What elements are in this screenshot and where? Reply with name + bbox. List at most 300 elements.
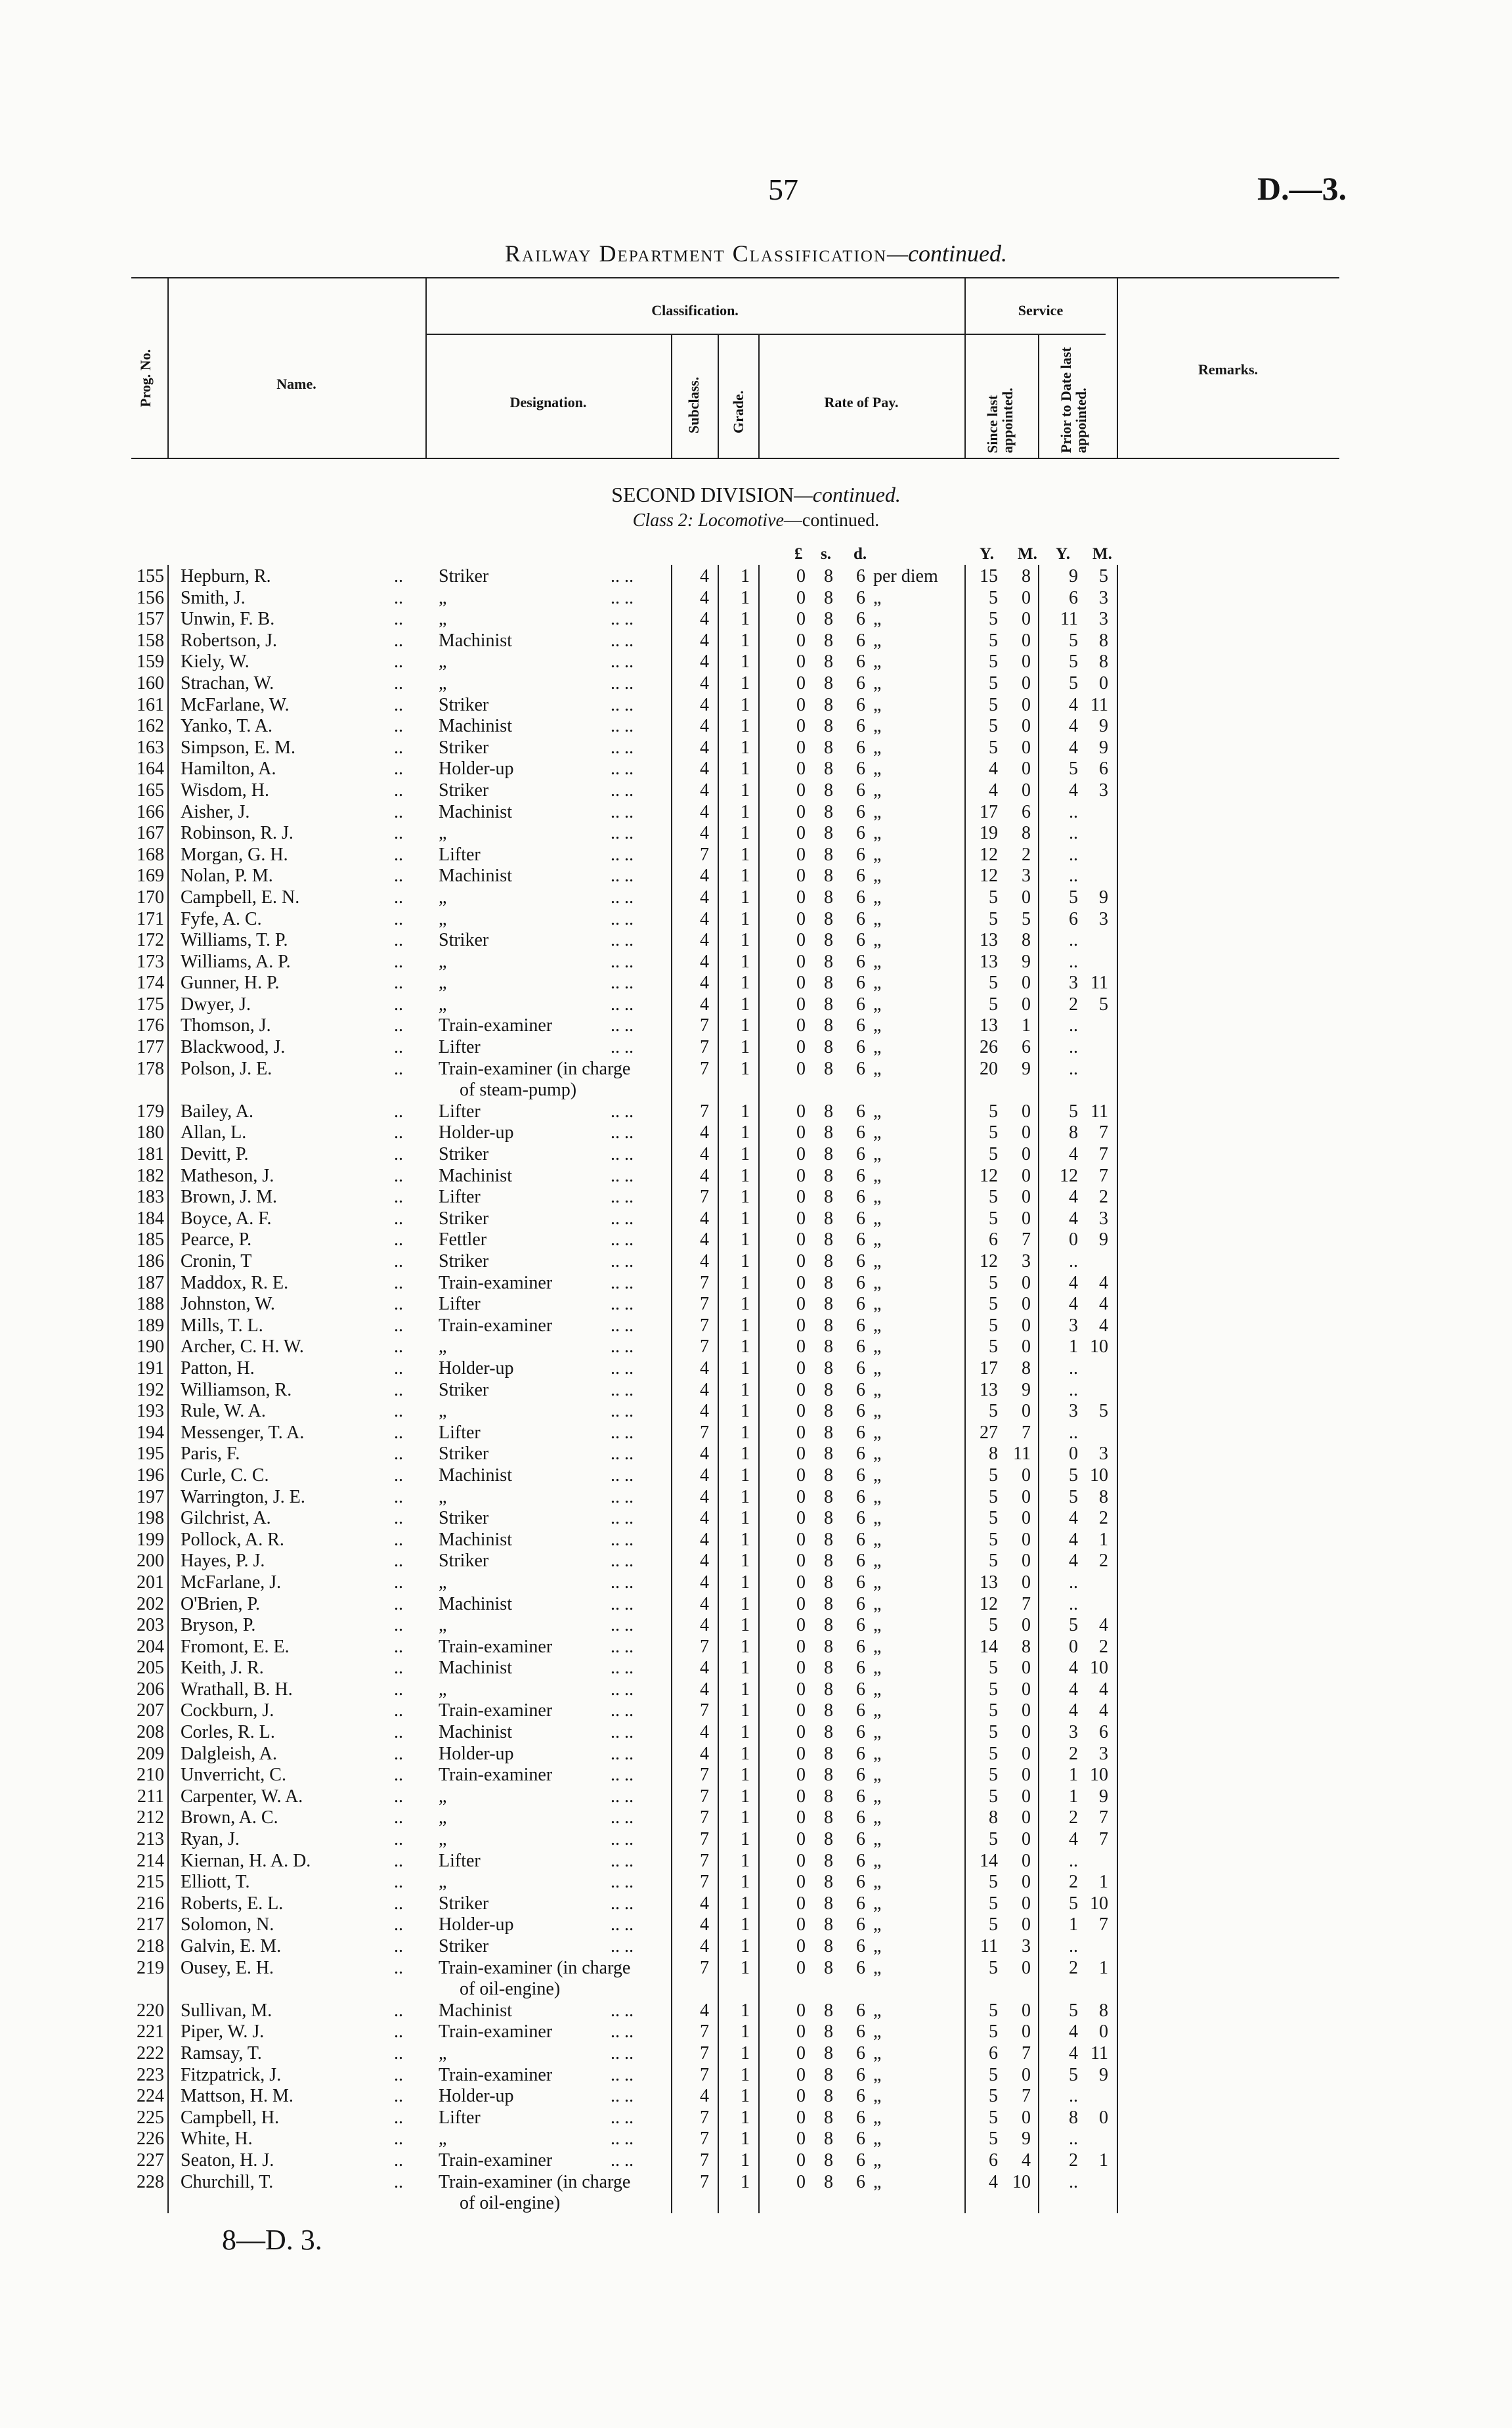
table-row (0, 1015, 1512, 1037)
service-prior-months: 11 (1091, 694, 1108, 715)
rate-shillings: 8 (824, 1615, 833, 1636)
grade: 1 (741, 609, 750, 630)
leader-dots: .. .. (611, 1786, 634, 1807)
leader-dots: .. (394, 1700, 403, 1721)
leader-dots: .. (394, 1379, 403, 1400)
employee-name: Brown, A. C. (181, 1807, 278, 1828)
leader-dots: .. .. (611, 1315, 634, 1336)
table-row (0, 1658, 1512, 1679)
table-row (0, 1229, 1512, 1251)
col-divider (167, 277, 169, 459)
grade: 1 (741, 1444, 750, 1465)
table-row (0, 1572, 1512, 1594)
prog-no: 194 (137, 1422, 164, 1443)
grade: 1 (741, 1058, 750, 1079)
employee-name: Hayes, P. J. (181, 1551, 265, 1572)
rate-pounds: 0 (796, 2171, 806, 2192)
service-since-months: 3 (1022, 1936, 1031, 1956)
prog-no: 179 (137, 1101, 164, 1122)
grade: 1 (741, 1786, 750, 1807)
rate-shillings: 8 (824, 1593, 833, 1614)
service-prior-months: 7 (1099, 1144, 1108, 1165)
service-since-months: 0 (1022, 994, 1031, 1015)
rate-shillings: 8 (824, 651, 833, 673)
service-prior-months: 1 (1099, 1529, 1108, 1550)
employee-name: Solomon, N. (181, 1914, 274, 1935)
subclass: 7 (700, 1786, 709, 1807)
table-row (0, 780, 1512, 802)
subclass: 7 (700, 2064, 709, 2085)
service-prior-months: 11 (1091, 1101, 1108, 1122)
rate-pence: 6 (856, 587, 865, 608)
subclass: 4 (700, 2000, 709, 2021)
grade: 1 (741, 1101, 750, 1122)
leader-dots: .. (394, 673, 403, 694)
employee-name: Yanko, T. A. (181, 716, 273, 737)
rate-shillings: 8 (824, 1893, 833, 1914)
service-prior-months: 11 (1091, 973, 1108, 994)
rate-pounds: 0 (796, 1486, 806, 1507)
rate-pounds: 0 (796, 1636, 806, 1657)
service-since-months: 9 (1022, 1058, 1031, 1079)
employee-name: Williams, A. P. (181, 951, 291, 972)
service-prior-years: 4 (1069, 1551, 1078, 1572)
rate-pence: 6 (856, 1422, 865, 1443)
service-since-years: 6 (989, 2042, 998, 2064)
rate-pence: 6 (856, 1315, 865, 1336)
service-since-months: 0 (1022, 1572, 1031, 1593)
service-since-months: 0 (1022, 630, 1031, 651)
service-since-years: 5 (989, 1529, 998, 1550)
designation: „ (439, 1807, 447, 1828)
designation: Striker (439, 737, 489, 758)
employee-name: Fromont, E. E. (181, 1636, 290, 1657)
service-since-months: 0 (1022, 1187, 1031, 1208)
rate-pence: 6 (856, 2107, 865, 2128)
rate-shillings: 8 (824, 1508, 833, 1529)
prog-no: 224 (137, 2086, 164, 2107)
leader-dots: .. (394, 1187, 403, 1208)
rate-pounds: 0 (796, 1251, 806, 1271)
service-prior-years: 11 (1060, 609, 1078, 630)
rate-pence: 6 (856, 1208, 865, 1229)
table-row (0, 759, 1512, 780)
leader-dots: .. .. (611, 930, 634, 951)
leader-dots: .. (394, 930, 403, 951)
service-since-years: 5 (989, 1914, 998, 1935)
rate-pence: 6 (856, 694, 865, 715)
table-row (0, 1508, 1512, 1530)
designation: Machinist (439, 1465, 512, 1486)
prog-no: 162 (137, 716, 164, 737)
service-since-months: 0 (1022, 973, 1031, 994)
service-since-months: 0 (1022, 1765, 1031, 1786)
designation: Machinist (439, 716, 512, 737)
rate-period: „ (873, 1165, 882, 1186)
rate-period: „ (873, 908, 882, 929)
subclass: 4 (700, 1357, 709, 1379)
rate-period: „ (873, 1251, 882, 1271)
leader-dots: .. .. (611, 1486, 634, 1507)
subclass: 7 (700, 1272, 709, 1293)
rate-pounds: 0 (796, 1101, 806, 1122)
rate-pounds: 0 (796, 673, 806, 694)
service-prior-months: 8 (1099, 1486, 1108, 1507)
service-prior-years: 1 (1069, 1765, 1078, 1786)
leader-dots: .. .. (611, 2000, 634, 2021)
service-since-months: 0 (1022, 1679, 1031, 1700)
designation-continued: of steam-pump) (460, 1080, 577, 1101)
grade: 1 (741, 1893, 750, 1914)
rate-pounds: 0 (796, 1893, 806, 1914)
header-name: Name. (276, 376, 316, 392)
prog-no: 203 (137, 1615, 164, 1636)
rate-period: „ (873, 1765, 882, 1786)
table-row (0, 1101, 1512, 1123)
service-since-months: 0 (1022, 651, 1031, 673)
designation: „ (439, 1679, 447, 1700)
rate-shillings: 8 (824, 780, 833, 801)
table-row (0, 1251, 1512, 1273)
leader-dots: .. (394, 1572, 403, 1593)
grade: 1 (741, 823, 750, 844)
service-prior-months: 9 (1099, 716, 1108, 737)
service-since-years: 17 (980, 1357, 998, 1379)
rate-period: „ (873, 1850, 882, 1871)
service-prior-months: 11 (1091, 2042, 1108, 2064)
leader-dots: .. (394, 1208, 403, 1229)
prog-no: 184 (137, 1208, 164, 1229)
service-since-years: 5 (989, 1294, 998, 1315)
table-row (0, 802, 1512, 824)
leader-dots: .. .. (611, 1829, 634, 1850)
col-divider (671, 334, 672, 459)
rate-period: „ (873, 1786, 882, 1807)
leader-dots: .. (394, 1037, 403, 1058)
service-since-months: 1 (1022, 1015, 1031, 1036)
service-since-years: 5 (989, 630, 998, 651)
designation: Machinist (439, 1658, 512, 1679)
rate-period: „ (873, 1444, 882, 1465)
rate-pence: 6 (856, 2129, 865, 2150)
division-continued: —continued. (794, 483, 901, 506)
leader-dots: .. (394, 1957, 403, 1978)
service-prior-years: 5 (1069, 1465, 1078, 1486)
rate-pence: 6 (856, 716, 865, 737)
rate-shillings: 8 (824, 694, 833, 715)
rate-pounds: 0 (796, 587, 806, 608)
rate-pounds: 0 (796, 844, 806, 865)
subclass: 4 (700, 1508, 709, 1529)
rate-period: „ (873, 1936, 882, 1956)
rate-pence: 6 (856, 780, 865, 801)
rate-pounds: 0 (796, 1444, 806, 1465)
service-prior-years: 1 (1069, 1336, 1078, 1357)
prog-no: 155 (137, 566, 164, 586)
service-since-months: 0 (1022, 1615, 1031, 1636)
service-since-years: 5 (989, 1679, 998, 1700)
service-prior-years: 8 (1069, 1122, 1078, 1143)
leader-dots: .. (394, 1872, 403, 1893)
rate-pence: 6 (856, 609, 865, 630)
table-row (0, 823, 1512, 845)
grade: 1 (741, 1636, 750, 1657)
designation: Lifter (439, 1422, 481, 1443)
employee-name: Churchill, T. (181, 2171, 274, 2192)
leader-dots: .. (394, 1508, 403, 1529)
subclass: 7 (700, 1829, 709, 1850)
table-row (0, 909, 1512, 931)
prog-no: 210 (137, 1765, 164, 1786)
service-since-years: 6 (989, 1229, 998, 1250)
page-reference: D.—3. (1257, 170, 1347, 207)
prog-no: 227 (137, 2150, 164, 2171)
employee-name: Messenger, T. A. (181, 1422, 305, 1443)
designation: Striker (439, 694, 489, 715)
table-row (0, 716, 1512, 738)
service-prior-years: 2 (1069, 1807, 1078, 1828)
service-prior-years: 4 (1069, 1294, 1078, 1315)
prog-no: 196 (137, 1465, 164, 1486)
employee-name: McFarlane, W. (181, 694, 290, 715)
rate-pence: 6 (856, 801, 865, 822)
rate-pounds: 0 (796, 737, 806, 758)
rate-shillings: 8 (824, 2129, 833, 2150)
service-prior-years: 4 (1069, 694, 1078, 715)
service-since-months: 0 (1022, 2107, 1031, 2128)
rate-pounds: 0 (796, 1058, 806, 1079)
rate-pence: 6 (856, 1357, 865, 1379)
leader-dots: .. .. (611, 1037, 634, 1058)
leader-dots: .. .. (611, 759, 634, 780)
prog-no: 209 (137, 1743, 164, 1764)
rate-pounds: 0 (796, 2107, 806, 2128)
class-heading (0, 510, 1512, 531)
service-prior-years: 5 (1069, 651, 1078, 673)
table-row (0, 1786, 1512, 1808)
rate-period: „ (873, 823, 882, 844)
rate-pence: 6 (856, 1336, 865, 1357)
designation: „ (439, 908, 447, 929)
table-row (0, 2150, 1512, 2172)
service-since-months: 2 (1022, 844, 1031, 865)
leader-dots: .. .. (611, 609, 634, 630)
rate-shillings: 8 (824, 2086, 833, 2107)
rate-shillings: 8 (824, 1529, 833, 1550)
service-since-years: 20 (980, 1058, 998, 1079)
rate-period: „ (873, 673, 882, 694)
grade: 1 (741, 1722, 750, 1743)
designation: Machinist (439, 630, 512, 651)
rate-period: „ (873, 1658, 882, 1679)
subclass: 4 (700, 1743, 709, 1764)
employee-name: Fitzpatrick, J. (181, 2064, 282, 2085)
service-since-years: 5 (989, 1615, 998, 1636)
unit-shillings: s. (821, 545, 831, 563)
rate-pence: 6 (856, 1786, 865, 1807)
prog-no: 168 (137, 844, 164, 865)
col-divider (1038, 334, 1039, 459)
rate-shillings: 8 (824, 2000, 833, 2021)
table-row (0, 2000, 1512, 2022)
rate-shillings: 8 (824, 1636, 833, 1657)
subclass: 4 (700, 1401, 709, 1422)
leader-dots: .. .. (611, 1122, 634, 1143)
leader-dots: .. (394, 1101, 403, 1122)
rate-shillings: 8 (824, 1572, 833, 1593)
rate-shillings: 8 (824, 1315, 833, 1336)
service-prior-years: 4 (1069, 2021, 1078, 2042)
designation: Lifter (439, 1101, 481, 1122)
subclass: 7 (700, 1850, 709, 1871)
grade: 1 (741, 2000, 750, 2021)
rate-pounds: 0 (796, 566, 806, 586)
employee-name: Seaton, H. J. (181, 2150, 274, 2171)
rate-pounds: 0 (796, 2086, 806, 2107)
designation: Train-examiner (in charge (439, 1058, 631, 1079)
leader-dots: .. (394, 1615, 403, 1636)
subclass: 4 (700, 1144, 709, 1165)
rate-pounds: 0 (796, 694, 806, 715)
employee-name: Sullivan, M. (181, 2000, 272, 2021)
rate-shillings: 8 (824, 1101, 833, 1122)
designation: Machinist (439, 1165, 512, 1186)
service-prior-years: 0 (1069, 1229, 1078, 1250)
service-prior-years: 4 (1069, 2042, 1078, 2064)
rate-pounds: 0 (796, 1807, 806, 1828)
subclass: 4 (700, 1529, 709, 1550)
leader-dots: .. (394, 2086, 403, 2107)
leader-dots: .. (394, 2107, 403, 2128)
service-since-months: 0 (1022, 1786, 1031, 1807)
designation: „ (439, 2129, 447, 2150)
rate-pounds: 0 (796, 1401, 806, 1422)
designation: Train-examiner (439, 1015, 553, 1036)
subclass: 4 (700, 673, 709, 694)
service-since-months: 0 (1022, 1144, 1031, 1165)
subclass: 7 (700, 2129, 709, 2150)
col-divider (718, 334, 719, 459)
service-prior-years: .. (1069, 866, 1078, 887)
rate-pounds: 0 (796, 1357, 806, 1379)
rate-pounds: 0 (796, 1187, 806, 1208)
designation: Train-examiner (439, 2021, 553, 2042)
rate-shillings: 8 (824, 1786, 833, 1807)
service-since-months: 0 (1022, 1101, 1031, 1122)
designation: Lifter (439, 1037, 481, 1058)
service-prior-years: 3 (1069, 1315, 1078, 1336)
rate-pounds: 0 (796, 1508, 806, 1529)
leader-dots: .. (394, 609, 403, 630)
rate-shillings: 8 (824, 1700, 833, 1721)
grade: 1 (741, 930, 750, 951)
rate-pence: 6 (856, 823, 865, 844)
rate-period: „ (873, 1315, 882, 1336)
service-since-years: 5 (989, 1101, 998, 1122)
table-row (0, 2065, 1512, 2086)
subclass: 7 (700, 844, 709, 865)
prog-no: 167 (137, 823, 164, 844)
leader-dots: .. (394, 1294, 403, 1315)
leader-dots: .. (394, 1936, 403, 1956)
rate-pence: 6 (856, 673, 865, 694)
designation: „ (439, 887, 447, 908)
service-since-years: 5 (989, 1401, 998, 1422)
employee-name: Warrington, J. E. (181, 1486, 305, 1507)
employee-name: Williams, T. P. (181, 930, 288, 951)
grade: 1 (741, 1572, 750, 1593)
rate-period: „ (873, 587, 882, 608)
service-since-months: 8 (1022, 566, 1031, 586)
leader-dots: .. (394, 2021, 403, 2042)
rate-pounds: 0 (796, 1765, 806, 1786)
table-row (0, 1336, 1512, 1358)
service-prior-years: 4 (1069, 1272, 1078, 1293)
service-prior-months: 3 (1099, 587, 1108, 608)
subclass: 4 (700, 1914, 709, 1935)
employee-name: Robinson, R. J. (181, 823, 293, 844)
leader-dots: .. (394, 1914, 403, 1935)
rate-pounds: 0 (796, 823, 806, 844)
service-since-years: 5 (989, 1893, 998, 1914)
leader-dots: .. (394, 630, 403, 651)
table-row (0, 845, 1512, 866)
designation: „ (439, 587, 447, 608)
rate-period: „ (873, 1551, 882, 1572)
service-prior-months: 0 (1099, 2107, 1108, 2128)
grade: 1 (741, 1551, 750, 1572)
signature-mark: 8—D. 3. (222, 2224, 322, 2256)
leader-dots: .. .. (611, 1551, 634, 1572)
service-prior-years: 4 (1069, 780, 1078, 801)
leader-dots: .. .. (611, 1636, 634, 1657)
service-since-months: 0 (1022, 1914, 1031, 1935)
grade: 1 (741, 2064, 750, 2085)
table-row (0, 1315, 1512, 1337)
grade: 1 (741, 1165, 750, 1186)
employee-name: Wrathall, B. H. (181, 1679, 293, 1700)
rate-pence: 6 (856, 1893, 865, 1914)
leader-dots: .. .. (611, 1936, 634, 1956)
designation: Holder-up (439, 759, 514, 780)
rate-shillings: 8 (824, 2171, 833, 2192)
leader-dots: .. .. (611, 1465, 634, 1486)
subclass: 4 (700, 973, 709, 994)
class-continued: —continued. (783, 510, 880, 531)
prog-no: 217 (137, 1914, 164, 1935)
rate-shillings: 8 (824, 2042, 833, 2064)
service-prior-years: 4 (1069, 1679, 1078, 1700)
table-row (0, 673, 1512, 695)
service-since-months: 10 (1012, 2171, 1031, 2192)
table-row (0, 1615, 1512, 1637)
leader-dots: .. (394, 780, 403, 801)
employee-name: Fyfe, A. C. (181, 908, 262, 929)
leader-dots: .. (394, 1893, 403, 1914)
rate-shillings: 8 (824, 1015, 833, 1036)
service-since-years: 6 (989, 2150, 998, 2171)
rate-shillings: 8 (824, 673, 833, 694)
prog-no: 185 (137, 1229, 164, 1250)
service-prior-years: .. (1069, 801, 1078, 822)
service-prior-years: .. (1069, 1251, 1078, 1271)
leader-dots: .. (394, 1058, 403, 1079)
designation: Lifter (439, 2107, 481, 2128)
designation: Lifter (439, 1187, 481, 1208)
rate-period: „ (873, 694, 882, 715)
designation: Striker (439, 1936, 489, 1956)
class-name: Locomotive (698, 510, 784, 531)
